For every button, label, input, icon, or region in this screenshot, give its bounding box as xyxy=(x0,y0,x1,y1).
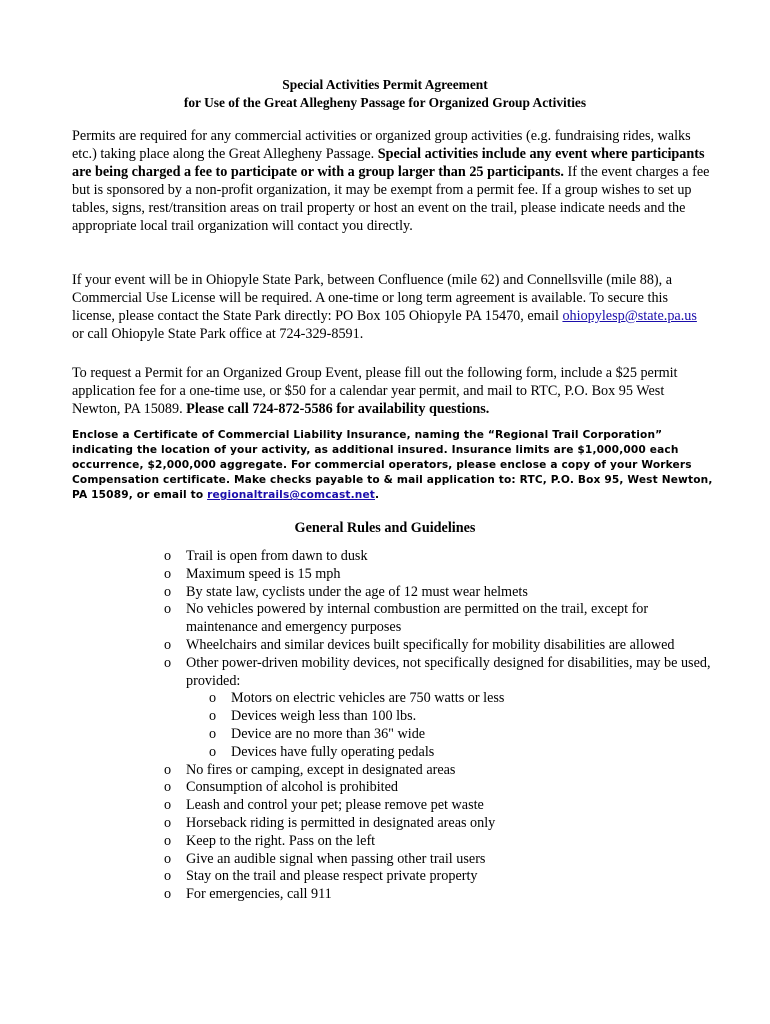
document-title xyxy=(60,76,710,112)
list-item xyxy=(160,851,720,869)
sub-list-item xyxy=(205,726,720,744)
notice-end: . xyxy=(375,489,380,501)
list-item xyxy=(160,584,720,602)
rule-text: No fires or camping, except in designated areas xyxy=(186,761,456,778)
p2-text-a: If your event will be in Ohiopyle State Park, between Confluence (mile 62) and Connellsville (mile 88), a Commercial Use License will be required. A one-time or long term agreement is available. To secure this license, please contact the State Park directly: PO Box 105 Ohiopyle PA 15470, email xyxy=(72,272,673,324)
p3-text-a: To request a Permit for an Organized Group Event, please fill out the following form, include a $25 permit application fee for a one-time use, or $50 for a calendar year permit, and mail to RTC, P.O. Box 95 West Newton, PA 15089. xyxy=(72,365,678,417)
bullet-icon: o xyxy=(164,814,172,831)
title-line-2: for Use of the Great Allegheny Passage for Organized Group Activities xyxy=(183,95,587,110)
rule-text: No vehicles powered by internal combustion are permitted on the trail, except for maintenance and emergency purposes xyxy=(186,601,649,636)
rule-text: Other power-driven mobility devices, not specifically designed for disabilities, may be used, provided: xyxy=(186,654,711,689)
bullet-icon: o xyxy=(164,548,172,564)
bullet-icon: o xyxy=(164,779,172,796)
bullet-icon: o xyxy=(164,565,172,582)
list-item xyxy=(160,548,720,566)
rule-text: Give an audible signal when passing other trail users xyxy=(186,850,486,867)
list-item xyxy=(160,868,720,886)
sub-list-item xyxy=(205,708,720,726)
p1-text-c: If the event charges a fee but is sponsored by a non-profit organization, it may be exempt from a permit fee. If a group wishes to set up tables, signs, rest/transition areas on trail property or host an event on the trail, please indicate needs and the appropriate local trail organization will contact you directly. xyxy=(72,164,710,234)
rules-heading: General Rules and Guidelines xyxy=(294,520,476,536)
p2-text-b: or call Ohiopyle State Park office at 724-329-8591. xyxy=(72,326,364,342)
bullet-icon: o xyxy=(209,708,217,725)
regionaltrails-email-link[interactable]: regionaltrails@comcast.net xyxy=(207,489,376,501)
bullet-icon: o xyxy=(164,832,172,849)
rule-text: Devices have fully operating pedals xyxy=(231,743,435,760)
list-item xyxy=(160,762,720,780)
bullet-icon: o xyxy=(209,690,217,707)
rule-text: Maximum speed is 15 mph xyxy=(186,565,341,582)
rule-text: Device are no more than 36" wide xyxy=(231,725,426,742)
bullet-icon: o xyxy=(164,868,172,885)
bullet-icon: o xyxy=(209,725,217,742)
list-item xyxy=(160,815,720,833)
bullet-icon: o xyxy=(164,601,172,618)
rule-text: Devices weigh less than 100 lbs. xyxy=(231,708,417,725)
ohiopyle-email-link[interactable]: ohiopylesp@state.pa.us xyxy=(562,308,697,324)
bullet-icon: o xyxy=(164,761,172,778)
request-permit-paragraph xyxy=(72,364,712,418)
rule-text: For emergencies, call 911 xyxy=(186,886,332,903)
bullet-icon: o xyxy=(164,636,172,653)
sub-list-item xyxy=(205,744,720,762)
permit-requirement-paragraph xyxy=(72,127,712,235)
rule-text: Horseback riding is permitted in designated areas only xyxy=(186,814,496,831)
title-line-1: Special Activities Permit Agreement xyxy=(282,77,488,92)
list-item xyxy=(160,797,720,815)
list-item xyxy=(160,833,720,851)
bullet-icon: o xyxy=(164,797,172,814)
list-item xyxy=(160,779,720,797)
p1-bold-text: Special activities include any event where participants are being charged a fee to participate or with a group larger than 25 participants. xyxy=(72,146,705,180)
notice-text: Enclose a Certificate of Commercial Liability Insurance, naming the “Regional Trail Corporation” indicating the location of your activity, as additional insured. Insurance limits are $1,000,000 each occurrence, $2,000,000 aggregate. For commercial operators, please enclose a copy of your Workers Compensation certificate. Make checks payable to & mail application to: RTC, P.O. Box 95, West Newton, PA 15089, or email to xyxy=(72,429,713,501)
rule-text: Motors on electric vehicles are 750 watts or less xyxy=(231,690,505,707)
rule-text: Wheelchairs and similar devices built specifically for mobility disabilities are allowed xyxy=(186,636,675,653)
list-item xyxy=(160,601,720,637)
list-item xyxy=(160,886,720,904)
list-item xyxy=(160,637,720,655)
list-item xyxy=(160,566,720,584)
p1-text-a: Permits are required for any commercial activities or organized group activities (e.g. fundraising rides, walks etc.) taking place along the Great Allegheny Passage. xyxy=(72,128,691,162)
p3-bold-text: Please call 724-872-5586 for availability questions. xyxy=(186,401,490,417)
list-item xyxy=(160,655,720,691)
ohiopyle-paragraph xyxy=(72,271,712,343)
bullet-icon: o xyxy=(164,583,172,600)
bullet-icon: o xyxy=(164,886,172,903)
rules-list xyxy=(160,548,720,904)
sub-list-item xyxy=(205,690,720,708)
rule-text: Keep to the right. Pass on the left xyxy=(186,832,376,849)
insurance-notice xyxy=(72,428,722,503)
rule-text: By state law, cyclists under the age of 12 must wear helmets xyxy=(186,583,528,600)
rule-text: Stay on the trail and please respect private property xyxy=(186,868,478,885)
rule-text: Trail is open from dawn to dusk xyxy=(186,548,368,564)
rule-text: Leash and control your pet; please remove pet waste xyxy=(186,797,484,814)
bullet-icon: o xyxy=(209,743,217,760)
bullet-icon: o xyxy=(164,850,172,867)
rule-text: Consumption of alcohol is prohibited xyxy=(186,779,399,796)
bullet-icon: o xyxy=(164,654,172,671)
